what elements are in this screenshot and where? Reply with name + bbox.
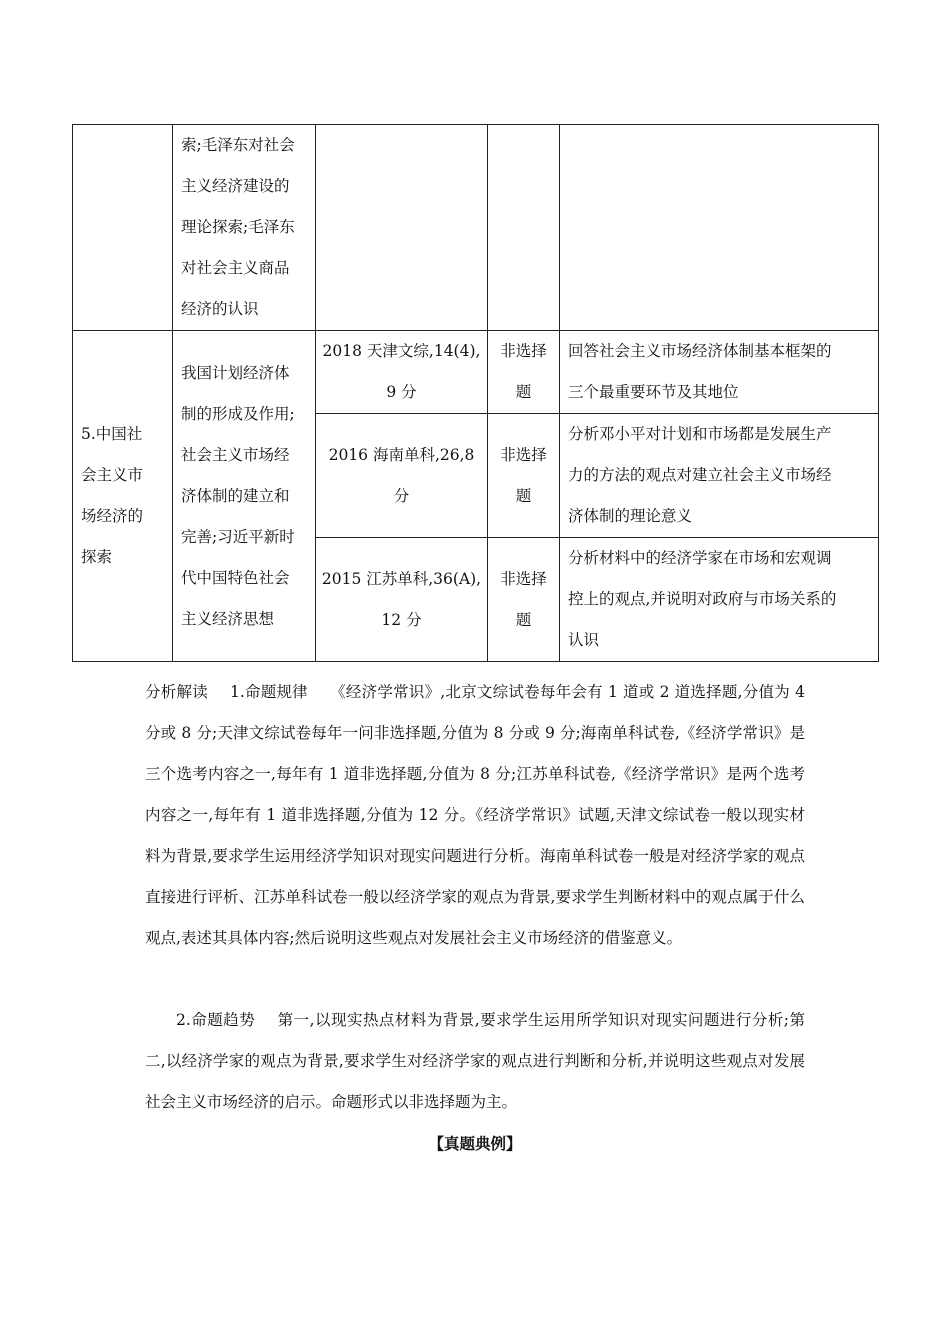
trend-title: 2.命题趋势	[176, 1011, 256, 1029]
question-description: 分析材料中的经济学家在市场和宏观调 控上的观点,并说明对政府与市场关系的 认识	[568, 549, 837, 649]
topic-title: 5.中国社 会主义市 场经济的 探索	[81, 425, 144, 566]
question-type-cell	[488, 331, 560, 414]
description-cell	[560, 538, 879, 662]
question-type: 非选择 题	[500, 569, 547, 629]
exam-source-cell	[316, 331, 488, 414]
question-type-cell	[488, 414, 560, 538]
exam-analysis-table	[72, 124, 879, 662]
knowledge-points-text: 我国计划经济体 制的形成及作用; 社会主义市场经 济体制的建立和 完善;习近平新时 代中国特色社会 主义经济思想	[181, 363, 295, 628]
rule-title: 1.命题规律	[229, 683, 308, 701]
table-cell	[316, 125, 488, 331]
question-description: 回答社会主义市场经济体制基本框架的 三个最重要环节及其地位	[568, 342, 832, 401]
section-heading: 【真题典例】	[428, 1134, 522, 1153]
trend-text: 第一,以现实热点材料为背景,要求学生运用所学知识对现实问题进行分析;第二,以经济学家的观点为背景,要求学生对经济学家的观点进行判断和分析,并说明这些观点对发展社会主义市场经济的启示。命题形式以非选择题为主。	[145, 1011, 805, 1111]
exam-source: 2015 江苏单科,36(A), 12 分	[321, 569, 482, 629]
analysis-paragraph-2	[145, 1000, 805, 1123]
exam-source-cell	[316, 414, 488, 538]
table-row	[73, 125, 879, 331]
table-cell	[488, 125, 560, 331]
exam-source-cell	[316, 538, 488, 662]
table-cell	[73, 125, 173, 331]
table-cell	[560, 125, 879, 331]
topic-cell	[73, 331, 173, 662]
table-row	[73, 331, 879, 414]
table-cell	[173, 125, 316, 331]
question-type: 非选择 题	[500, 445, 547, 505]
description-cell	[560, 414, 879, 538]
description-cell	[560, 331, 879, 414]
knowledge-cell	[173, 331, 316, 662]
question-description: 分析邓小平对计划和市场都是发展生产 力的方法的观点对建立社会主义市场经 济体制的理论意义	[568, 425, 832, 525]
question-type: 非选择 题	[500, 342, 547, 401]
analysis-paragraph-1	[145, 672, 810, 959]
rule-text: 《经济学常识》,北京文综试卷每年会有 1 道或 2 道选择题,分值为 4 分或 8 分;天津文综试卷每年一问非选择题,分值为 8 分或 9 分;海南单科试卷,《经济学常识》是三个选考内容之一,每年有 1 道非选择题,分值为 8 分;江苏单科试卷,《经济学常识》是两个选考内容之一,每年有 1 道非选择题,分值为 12 分。《经济学常识》试题,天津文综试卷一般以现实材料为背景,要求学生运用经济学知识对现实问题进行分析。海南单科试卷一般是对经济学家的观点直接进行评析、江苏单科试卷一般以经济学家的观点为背景,要求学生判断材料中的观点属于什么观点,表述其具体内容;然后说明这些观点对发展社会主义市场经济的借鉴意义。	[145, 683, 810, 947]
knowledge-points-text: 索;毛泽东对社会 主义经济建设的 理论探索;毛泽东 对社会主义商品 经济的认识	[181, 136, 295, 318]
exam-source: 2016 海南单科,26,8 分	[328, 445, 475, 505]
exam-source: 2018 天津文综,14(4), 9 分	[322, 342, 481, 401]
analysis-label: 分析解读	[145, 683, 208, 701]
question-type-cell	[488, 538, 560, 662]
